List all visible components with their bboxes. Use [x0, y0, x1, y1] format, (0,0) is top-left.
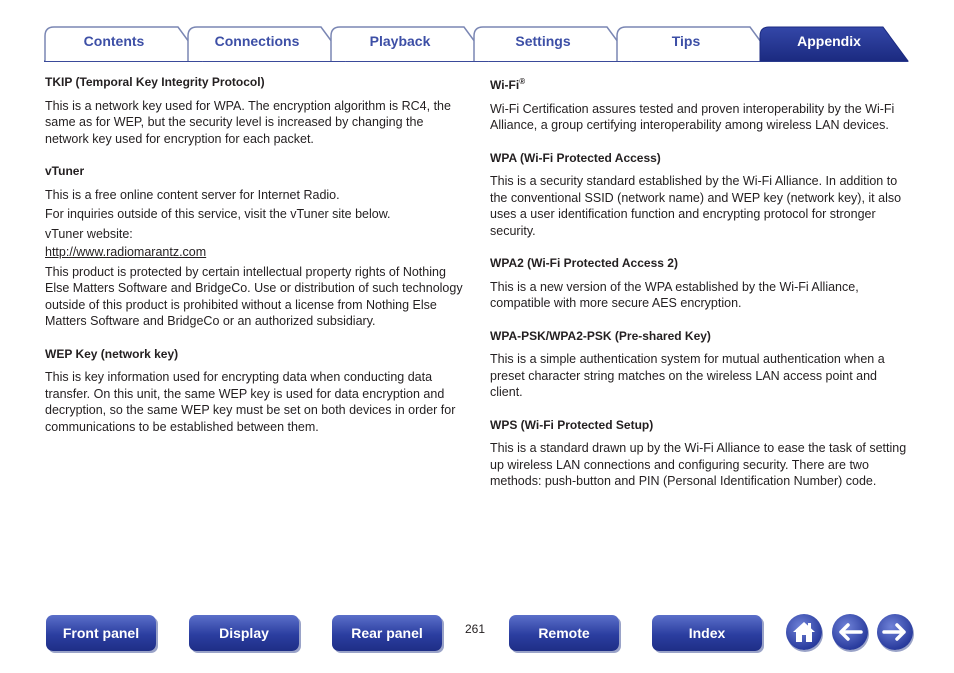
- arrow-left-icon: [837, 622, 863, 642]
- arrow-right-icon: [882, 622, 908, 642]
- home-button[interactable]: [786, 614, 822, 650]
- vtuner-text-3: vTuner website:: [45, 226, 133, 241]
- page-number: 261: [465, 622, 486, 636]
- wep-heading: WEP Key (network key): [45, 346, 179, 361]
- home-icon: [791, 620, 817, 644]
- wifi-registered-mark: ®: [519, 77, 526, 86]
- wifi-heading-text: Wi-Fi: [490, 78, 520, 92]
- tkip-text: This is a network key used for WPA. The encryption algorithm is RC4, the same as for WEP, but the security level is increased by changing the network key used for encryption for each packet.: [45, 98, 451, 146]
- wifi-text: Wi-Fi Certification assures tested and proven interoperability by the Wi-Fi Alliance, a group certifying interoperability among wireless LAN devices.: [490, 101, 895, 132]
- display-button[interactable]: Display: [189, 615, 299, 651]
- wpa2-heading: WPA2 (Wi-Fi Protected Access 2): [490, 256, 678, 270]
- wpa-text: This is a security standard established by the Wi-Fi Alliance. In addition to the conventional SSID (network name) and WEP key (network key), it also uses a user identification function and encrypting protocol for stronger security.: [490, 174, 902, 238]
- tab-appendix-label: Appendix: [797, 33, 861, 49]
- wpapsk-heading: WPA-PSK/WPA2-PSK (Pre-shared Key): [490, 328, 711, 343]
- tab-tips-label: Tips: [671, 33, 701, 49]
- forward-button[interactable]: [877, 614, 913, 650]
- tab-contents-label: Contents: [83, 33, 145, 49]
- tab-connections-label: Connections: [214, 33, 300, 49]
- wps-text: This is a standard drawn up by the Wi-Fi Alliance to ease the task of setting up wireless LAN connections and configuring security. There are two methods: push-button and PIN (Personal Identification Number) code.: [490, 441, 907, 488]
- wpa-heading: WPA (Wi-Fi Protected Access): [490, 150, 661, 165]
- vtuner-text-1: This is a free online content server for Internet Radio.: [45, 187, 340, 202]
- tkip-heading: TKIP (Temporal Key Integrity Protocol): [45, 75, 265, 89]
- left-column: [45, 70, 465, 441]
- front-panel-button[interactable]: Front panel: [46, 615, 156, 651]
- rear-panel-button[interactable]: Rear panel: [332, 615, 442, 651]
- wpapsk-text: This is a simple authentication system for mutual authentication when a preset character string matches on the wireless LAN access point and client.: [490, 352, 885, 399]
- wifi-heading: [490, 74, 910, 94]
- tab-settings-label: Settings: [515, 33, 571, 49]
- wep-text: This is key information used for encrypting data when conducting data transfer. On this unit, the same WEP key is used for data encryption and decryption, so the same WEP key must be set on both devices in order for communications to be established between them.: [45, 370, 456, 434]
- vtuner-website-link[interactable]: http://www.radiomarantz.com: [45, 245, 207, 259]
- remote-button[interactable]: Remote: [509, 615, 619, 651]
- tab-playback-label: Playback: [369, 33, 431, 49]
- right-column: [490, 70, 910, 496]
- wpa2-text: This is a new version of the WPA established by the Wi-Fi Alliance, compatible with more secure AES encryption.: [490, 279, 859, 310]
- index-button[interactable]: Index: [652, 615, 762, 651]
- vtuner-heading: vTuner: [45, 164, 85, 178]
- vtuner-text-4: This product is protected by certain intellectual property rights of Nothing Else Matters Software and BridgeCo. Use or distribution of such technology outside of this product is prohibited without a license from Nothing Else Matters Software and BridgeCo or an authorized subsidiary.: [45, 264, 463, 328]
- vtuner-text-2: For inquiries outside of this service, visit the vTuner site below.: [45, 207, 391, 221]
- back-button[interactable]: [832, 614, 868, 650]
- wps-heading: WPS (Wi-Fi Protected Setup): [490, 417, 654, 432]
